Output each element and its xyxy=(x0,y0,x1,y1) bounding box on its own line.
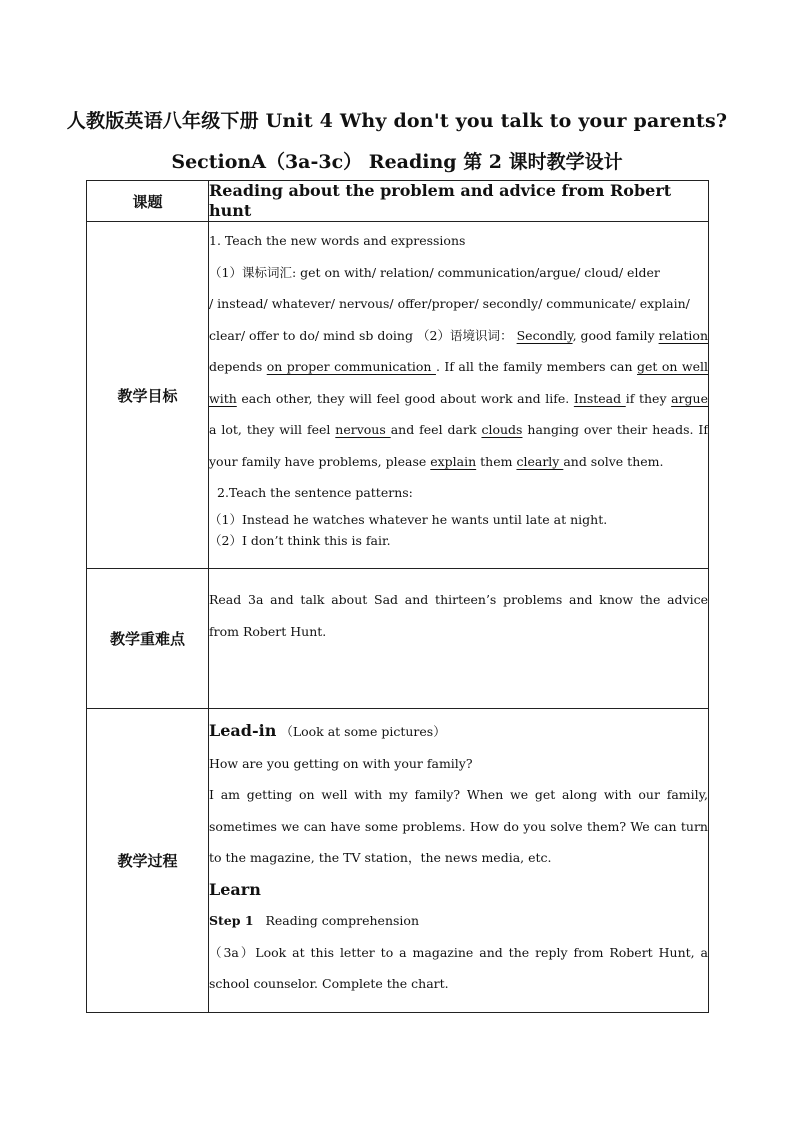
learn-title: Learn xyxy=(209,879,261,899)
leadin-question: How are you getting on with your family? xyxy=(209,755,473,771)
paragraph-text: them xyxy=(476,453,517,469)
leadin-title: Lead-in xyxy=(209,721,277,740)
word-clouds: clouds xyxy=(481,422,523,437)
row-label-process: 教学过程 xyxy=(87,709,209,1013)
lesson-plan-table xyxy=(86,180,709,1013)
paragraph-text: a lot, they will feel xyxy=(209,422,336,437)
step-1 xyxy=(209,905,708,937)
goals-content xyxy=(209,222,709,569)
paragraph-text: and feel dark xyxy=(390,422,482,437)
table-row-process xyxy=(87,709,709,1013)
row-label-goals: 教学目标 xyxy=(87,222,209,569)
word-clearly: clearly xyxy=(516,453,564,469)
goal-point-1: 1. Teach the new words and expressions xyxy=(209,233,466,248)
word-explain: explain xyxy=(430,453,477,469)
paragraph-text: and solve them. xyxy=(563,453,664,469)
table-row-goals xyxy=(87,222,709,569)
paragraph-text: each other, they will feel good about work and life. xyxy=(236,390,574,406)
leadin-heading xyxy=(209,709,708,748)
word-argue: argue xyxy=(671,390,708,406)
vocab-paragraph xyxy=(209,320,708,478)
paragraph-text: . If all the family members can xyxy=(435,359,637,374)
word-secondly: Secondly xyxy=(516,327,573,343)
document-subtitle: SectionA（3a-3c） Reading 第 2 课时教学设计 xyxy=(171,151,623,173)
step-1-label: Step 1 xyxy=(209,913,254,928)
word-get-on-well: get on well with xyxy=(209,359,709,406)
goal-point-2: 2.Teach the sentence patterns: xyxy=(217,485,413,500)
topic-value: Reading about the problem and advice from Robert hunt xyxy=(209,181,709,222)
process-content xyxy=(209,709,709,1013)
table-row-topic xyxy=(87,181,709,222)
vocab-line-1: （1）课标词汇: get on with/ relation/ communication/argue/ cloud/ elder xyxy=(209,264,660,280)
word-nervous: nervous xyxy=(335,422,391,437)
vocab-line-3: clear/ offer to do/ mind sb doing （2）语境识词： xyxy=(209,327,513,343)
document-title: 人教版英语八年级下册 Unit 4 Why don't you talk to your parents? xyxy=(66,110,728,132)
paragraph-text: if they xyxy=(625,390,672,406)
word-on-proper: on proper communication xyxy=(266,359,436,374)
task-3a: （3a）Look at this letter to a magazine and the reply from Robert Hunt, a school counselor. Complete the chart. xyxy=(209,944,708,991)
row-label-key-points: 教学重难点 xyxy=(87,569,209,709)
paragraph-text: depends xyxy=(209,359,267,374)
table-row-key-points xyxy=(87,569,709,709)
paragraph-text: , good family xyxy=(572,327,659,343)
leadin-paragraph: I am getting on well with my family? When we get along with our family, sometimes we can have some problems. How do you solve them? We can turn to the magazine, the TV station，the news media, etc. xyxy=(209,787,708,865)
paragraph-text: hanging over their heads. If your family have problems, please xyxy=(209,422,708,469)
key-points-text: Read 3a and talk about Sad and thirteen’s problems and know the advice from Robert Hunt. xyxy=(209,569,709,709)
step-1-text: Reading comprehension xyxy=(265,913,419,928)
sentence-pattern-2: （2）I don’t think this is fair. xyxy=(209,532,391,548)
word-instead: Instead xyxy=(573,390,626,406)
sentence-pattern-1: （1）Instead he watches whatever he wants until late at night. xyxy=(209,511,608,527)
leadin-note: （Look at some pictures） xyxy=(280,724,446,739)
row-label-topic: 课题 xyxy=(87,181,209,222)
word-relation: relation xyxy=(658,327,708,343)
vocab-line-2: / instead/ whatever/ nervous/ offer/proper/ secondly/ communicate/ explain/ xyxy=(209,296,690,311)
